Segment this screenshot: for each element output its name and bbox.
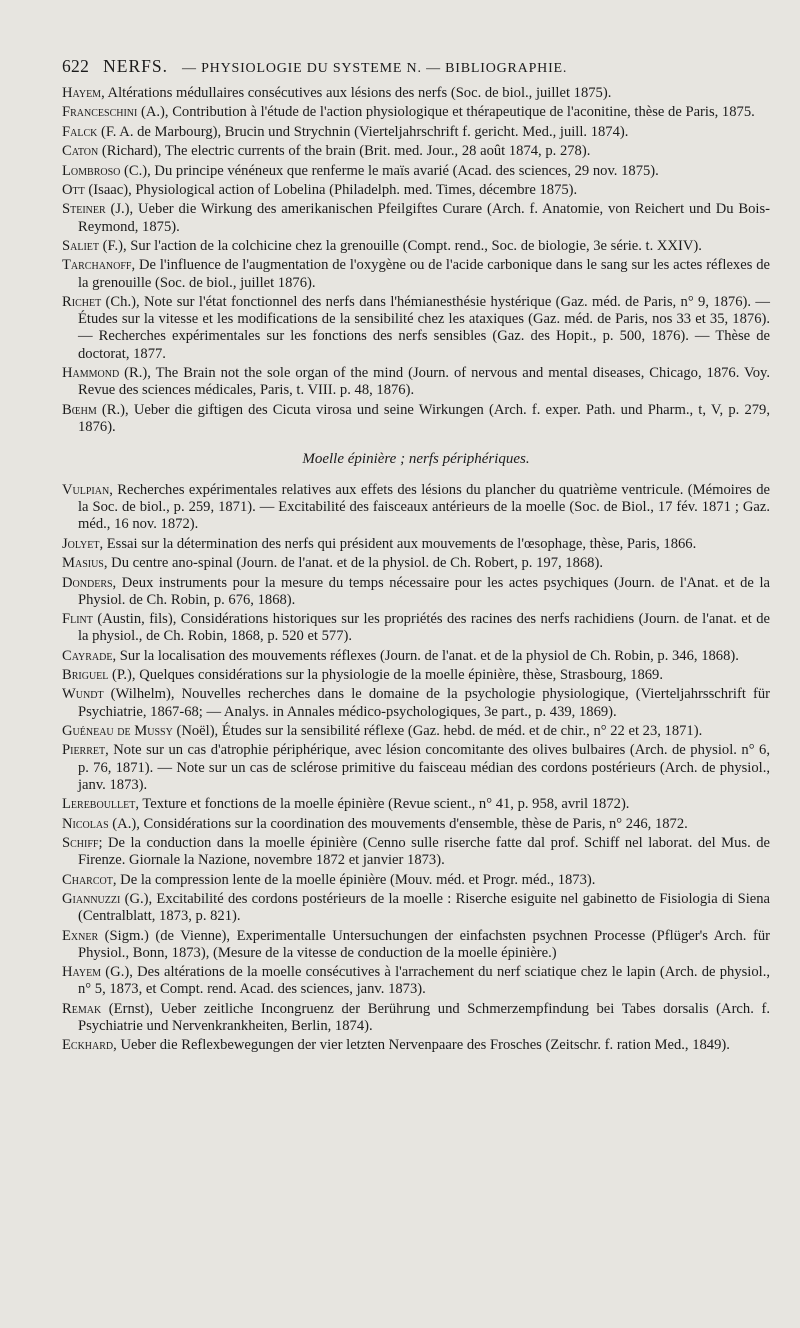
entry-author: Vulpian, xyxy=(62,481,113,498)
entry-author: Briguel xyxy=(62,667,109,684)
bibliography-entry xyxy=(62,648,770,665)
entry-author: Bœhm xyxy=(62,401,97,418)
entry-text: (Wilhelm), Nouvelles recherches dans le domaine de la psychologie physiologique, (Vierteljahrsschrift für Psychiatrie, 1867-68; — Analys. in Annales médico-psychologiques, 3e part., p. 439, 1869). xyxy=(78,686,770,720)
entry-text: (Austin, fils), Considérations historiques sur les propriétés des racines des nerfs rachidiens (Journ. de l'anat. et de la physiol., de Ch. Robin, 1868, p. 520 et 577). xyxy=(78,611,770,645)
chapter-title: NERFS. xyxy=(103,56,168,76)
entry-author: Charcot, xyxy=(62,871,117,888)
bibliography-entry xyxy=(62,85,770,102)
entry-author: Steiner xyxy=(62,201,106,218)
bibliography-entry xyxy=(62,182,770,199)
bibliography-entry xyxy=(62,402,770,436)
entry-author: Hayem xyxy=(62,964,102,981)
entry-text: Deux instruments pour la mesure du temps nécessaire pour les actes psychiques (Journ. de l'Anat. et de la Physiol. de Ch. Robin, p. 676, 1868). xyxy=(78,574,770,608)
bibliography-entry xyxy=(62,257,770,291)
entry-author: Schiff; xyxy=(62,835,103,852)
entry-author: Falck xyxy=(62,123,98,140)
entry-text: Essai sur la détermination des nerfs qui président aux mouvements de l'œsophage, thèse, Paris, 1866. xyxy=(103,535,697,552)
entry-text: (F. A. de Marbourg), Brucin und Strychnin (Vierteljahrschrift f. gericht. Med., juill. 1874). xyxy=(97,123,629,140)
page-number: 622 xyxy=(62,56,90,76)
entry-author: Masius, xyxy=(62,555,108,572)
entry-author: Hayem, xyxy=(62,85,105,101)
entry-text: (G.), Des altérations de la moelle consécutives à l'arrachement du nerf sciatique chez le lapin (Arch. de physiol., n° 5, 1873, et Compt. rend. Acad. des sciences, janv. 1873). xyxy=(78,964,770,998)
entry-text: De la conduction dans la moelle épinière (Cenno sulle riserche fatte dal prof. Schiff nel laborat. del Mus. de Firenze. Giornale la Nazione, novembre 1872 et janvier 1873). xyxy=(78,835,770,869)
bibliography-entry xyxy=(62,667,770,684)
entry-author: Exner xyxy=(62,927,99,944)
bibliography-entry xyxy=(62,1001,770,1035)
entry-author: Remak xyxy=(62,1000,102,1017)
bibliography-entry xyxy=(62,104,770,121)
entry-text: (Richard), The electric currents of the brain (Brit. med. Jour., 28 août 1874, p. 278). xyxy=(98,143,591,160)
entry-author: Guéneau de Mussy xyxy=(62,723,173,740)
entry-text: Du centre ano-spinal (Journ. de l'anat. et de la physiol. de Ch. Robert, p. 197, 1868). xyxy=(107,555,603,572)
entry-text: (F.), Sur l'action de la colchicine chez la grenouille (Compt. rend., Soc. de biologie, 3e série. t. XXIV). xyxy=(99,237,702,254)
entry-author: Donders, xyxy=(62,574,117,591)
entry-author: Tarchanoff, xyxy=(62,257,136,274)
entry-text: De l'influence de l'augmentation de l'oxygène ou de l'acide carbonique dans le sang sur les actes réflexes de la grenouille (Soc. de biol., juillet 1876). xyxy=(78,257,770,291)
section-heading: Moelle épinière ; nerfs périphériques. xyxy=(302,450,530,467)
bibliography-entry xyxy=(62,928,770,962)
entry-text: (Ch.), Note sur l'état fonctionnel des nerfs dans l'hémianesthésie hystérique (Gaz. méd. de Paris, n° 9, 1876). — Études sur la vitesse et les modifications de la sensibilité chez les ataxiques (Gaz. méd. de Paris, nos 33 et 35, 1876). — Recherches expérimentales sur les fonctions des nerfs sensibles (Gaz. des Hopit., p. 500, 1876). — Thèse de doctorat, 1877. xyxy=(78,293,770,362)
entry-author: Nicolas xyxy=(62,815,109,832)
entry-author: Giannuzzi xyxy=(62,891,121,908)
bibliography-entry xyxy=(62,872,770,889)
entry-text: De la compression lente de la moelle épinière (Mouv. méd. et Progr. méd., 1873). xyxy=(116,871,596,888)
entry-author: Flint xyxy=(62,611,93,628)
bibliography-entry xyxy=(62,536,770,553)
entry-author: Richet xyxy=(62,293,102,310)
bibliography-entry xyxy=(62,816,770,833)
entry-author: Jolyet, xyxy=(62,535,104,552)
bibliography-entry xyxy=(62,686,770,720)
entry-text: Note sur un cas d'atrophie périphérique, avec lésion concomitante des olives bulbaires (Arch. de physiol. n° 6, p. 76, 1871). — Note sur un cas de sclérose primitive du faisceau médian des cordons postérieurs (Arch. de physiol., janv. 1873). xyxy=(78,742,770,793)
entry-text: (Noël), Études sur la sensibilité réflexe (Gaz. hebd. de méd. et de chir., n° 22 et 23, 1871). xyxy=(172,723,703,740)
entry-text: Recherches expérimentales relatives aux effets des lésions du plancher du quatrième ventricule. (Mémoires de la Soc. de biol., p. 259, 1871). — Excitabilité des faisceaux antérieurs de la moelle (Soc. de Biol., 17 fév. 1871 ; Gaz. méd., 16 nov. 1872). xyxy=(78,481,770,533)
entry-text: (R.), Ueber die giftigen des Cicuta virosa und seine Wirkungen (Arch. f. exper. Path. und Pharm., t, V, p. 279, 1876). xyxy=(78,401,770,435)
bibliography-entry xyxy=(62,575,770,609)
entry-text: (Sigm.) (de Vienne), Experimentalle Untersuchungen der einfachsten psychnen Processe (Pflüger's Arch. für Physiol., Bonn, 1873), (Mesure de la vitesse de conduction de la moelle épinière.) xyxy=(78,927,770,961)
entry-text: Altérations médullaires consécutives aux lésions des nerfs (Soc. de biol., juillet 1875). xyxy=(104,85,612,101)
entry-author: Lereboullet, xyxy=(62,796,139,813)
entry-text: (G.), Excitabilité des cordons postérieurs de la moelle : Riserche esiguite nel gabinetto de Fisiologia di Siena (Centralblatt, 1873, p. 821). xyxy=(78,891,770,925)
bibliography-entry xyxy=(62,742,770,794)
bibliography-entry xyxy=(62,1037,770,1054)
bibliography-entry xyxy=(62,891,770,925)
entry-text: (A.), Considérations sur la coordination des mouvements d'ensemble, thèse de Paris, n° 246, 1872. xyxy=(108,815,688,832)
entry-author: Pierret, xyxy=(62,742,109,759)
bibliography-entry xyxy=(62,201,770,235)
bibliography-entry xyxy=(62,964,770,998)
chapter-subtitle: — PHYSIOLOGIE DU SYSTEME N. — BIBLIOGRAPHIE. xyxy=(182,61,568,76)
bibliography-list xyxy=(62,85,770,436)
entry-author: Cayrade, xyxy=(62,647,117,664)
bibliography-entry xyxy=(62,143,770,160)
bibliography-entry xyxy=(62,124,770,141)
bibliography-entry xyxy=(62,835,770,869)
entry-author: Franceschini xyxy=(62,104,138,121)
bibliography-entry xyxy=(62,611,770,645)
bibliography-entry xyxy=(62,555,770,572)
entry-text: (P.), Quelques considérations sur la physiologie de la moelle épinière, thèse, Strasbourg, 1869. xyxy=(108,667,663,684)
entry-author: Caton xyxy=(62,143,99,160)
entry-text: (Isaac), Physiological action of Lobelina (Philadelph. med. Times, décembre 1875). xyxy=(84,181,578,198)
bibliography-entry xyxy=(62,796,770,813)
entry-author: Eckhard, xyxy=(62,1037,117,1054)
entry-author: Wundt xyxy=(62,686,104,703)
running-header xyxy=(62,56,770,77)
bibliography-entry xyxy=(62,723,770,740)
entry-text: (C.), Du principe vénéneux que renferme le maïs avarié (Acad. des sciences, 29 nov. 1875). xyxy=(120,162,659,179)
bibliography-entry xyxy=(62,482,770,534)
entry-text: Ueber die Reflexbewegungen der vier letzten Nervenpaare des Frosches (Zeitschr. f. ration Med., 1849). xyxy=(116,1037,730,1054)
bibliography-entry xyxy=(62,294,770,363)
bibliography-entry xyxy=(62,163,770,180)
entry-author: Saliet xyxy=(62,237,99,254)
entry-author: Lombroso xyxy=(62,162,121,179)
entry-text: (R.), The Brain not the sole organ of the mind (Journ. of nervous and mental diseases, Chicago, 1876. Voy. Revue des sciences médicales, Paris, t. VIII. p. 48, 1876). xyxy=(78,364,770,399)
entry-text: Texture et fonctions de la moelle épinière (Revue scient., n° 41, p. 958, avril 1872). xyxy=(139,796,630,813)
entry-text: (Ernst), Ueber zeitliche Incongruenz der Berührung und Schmerzempfindung bei Tabes dorsalis (Arch. f. Psychiatrie und Nervenkrankheiten, Berlin, 1874). xyxy=(78,1000,770,1034)
entry-author: Hammond xyxy=(62,364,120,381)
bibliography-list xyxy=(62,482,770,1055)
bibliography-entry xyxy=(62,238,770,255)
entry-author: Ott xyxy=(62,181,85,198)
entry-text: Sur la localisation des mouvements réflexes (Journ. de l'anat. et de la physiol de Ch. Robin, p. 346, 1868). xyxy=(116,647,739,664)
entry-text: (A.), Contribution à l'étude de l'action physiologique et thérapeutique de l'aconitine, thèse de Paris, 1875. xyxy=(137,104,755,121)
bibliography-entry xyxy=(62,365,770,399)
entry-text: (J.), Ueber die Wirkung des amerikanischen Pfeilgiftes Curare (Arch. f. Anatomie, von Reichert und Du Bois-Reymond, 1875). xyxy=(78,201,770,235)
